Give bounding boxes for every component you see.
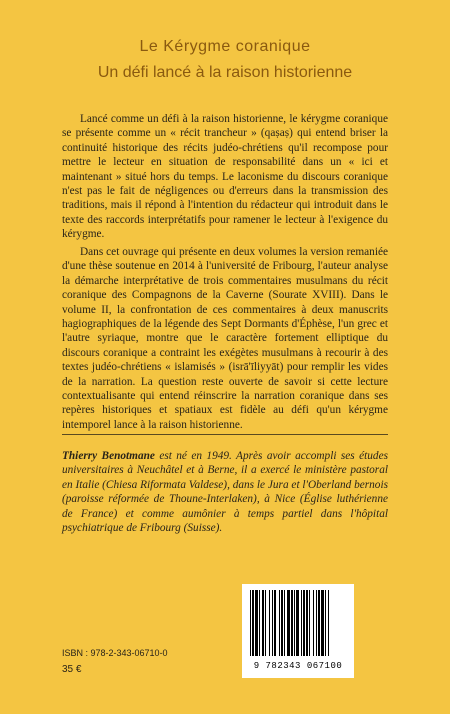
divider-line xyxy=(62,434,388,435)
publication-info xyxy=(62,584,388,684)
book-title: Le Kérygme coranique xyxy=(139,38,311,55)
author-name: Thierry Benotmane xyxy=(62,450,155,462)
summary-paragraph-1: Lancé comme un défi à la raison historienne, le kérygme coranique se présente comme un « récit trancheur » (qaṣaṣ) qui entend briser la continuité historique des récits judéo-chrétiens qu'il recompose pour mettre le lecteur en situation de responsabilité dans un « ici et maintenant » situé hors du temps. Le laconisme du discours coranique n'est pas le fait de négligences ou d'erreurs dans la transmission des traditions, mais il répond à l'intention du rédacteur qui introduit dans le texte des raccords interprétatifs pour ramener le lecteur à l'exigence du kérygme. xyxy=(62,113,388,241)
barcode xyxy=(242,584,354,678)
barcode-icon xyxy=(248,590,348,660)
isbn-label: ISBN : 978-2-343-06710-0 xyxy=(62,648,168,658)
price-label: 35 € xyxy=(62,664,82,675)
barcode-digits: 9 782343 067100 xyxy=(253,661,343,671)
author-bio-text: est né en 1949. Après avoir accompli ses études universitaires à Neuchâtel et à Berne, il a exercé le ministère pastoral en Italie (Chiesa Riformata Valdese), dans le Jura et l'Oberland bernois (paroisse réformée de Thoune-Interlaken), à Nice (Église luthérienne de France) et comme aumônier à temps partiel dans l'hôpital psychiatrique de Fribourg (Suisse). xyxy=(62,450,388,535)
author-bio xyxy=(62,449,388,535)
summary-paragraph-2: Dans cet ouvrage qui présente en deux volumes la version remaniée d'une thèse soutenue en 2014 à l'université de Fribourg, l'auteur analyse la démarche interprétative de trois commentaires musulmans du récit coranique des Compagnons de la Caverne (Sourate XVIII). Dans le volume II, la confrontation de ces commentaires à deux manuscrits hagiographiques de la légende des Sept Dormants d'Éphèse, l'un grec et l'autre syriaque, montre que le caractère fortement elliptique du discours coranique a contraint les exégètes musulmans à recourir à des textes judéo-chrétiens « islamisés » (isrā'īliyyāt) pour remplir les vides de la narration. La question reste ouverte de savoir si cette lecture contextualisante qui entend réinscrire la narration coranique dans ses repères historiques et spatiaux est fidèle au défi qu'un kérygme intemporel lance à la raison historienne. xyxy=(62,246,388,431)
book-subtitle: Un défi lancé à la raison historienne xyxy=(97,64,353,81)
